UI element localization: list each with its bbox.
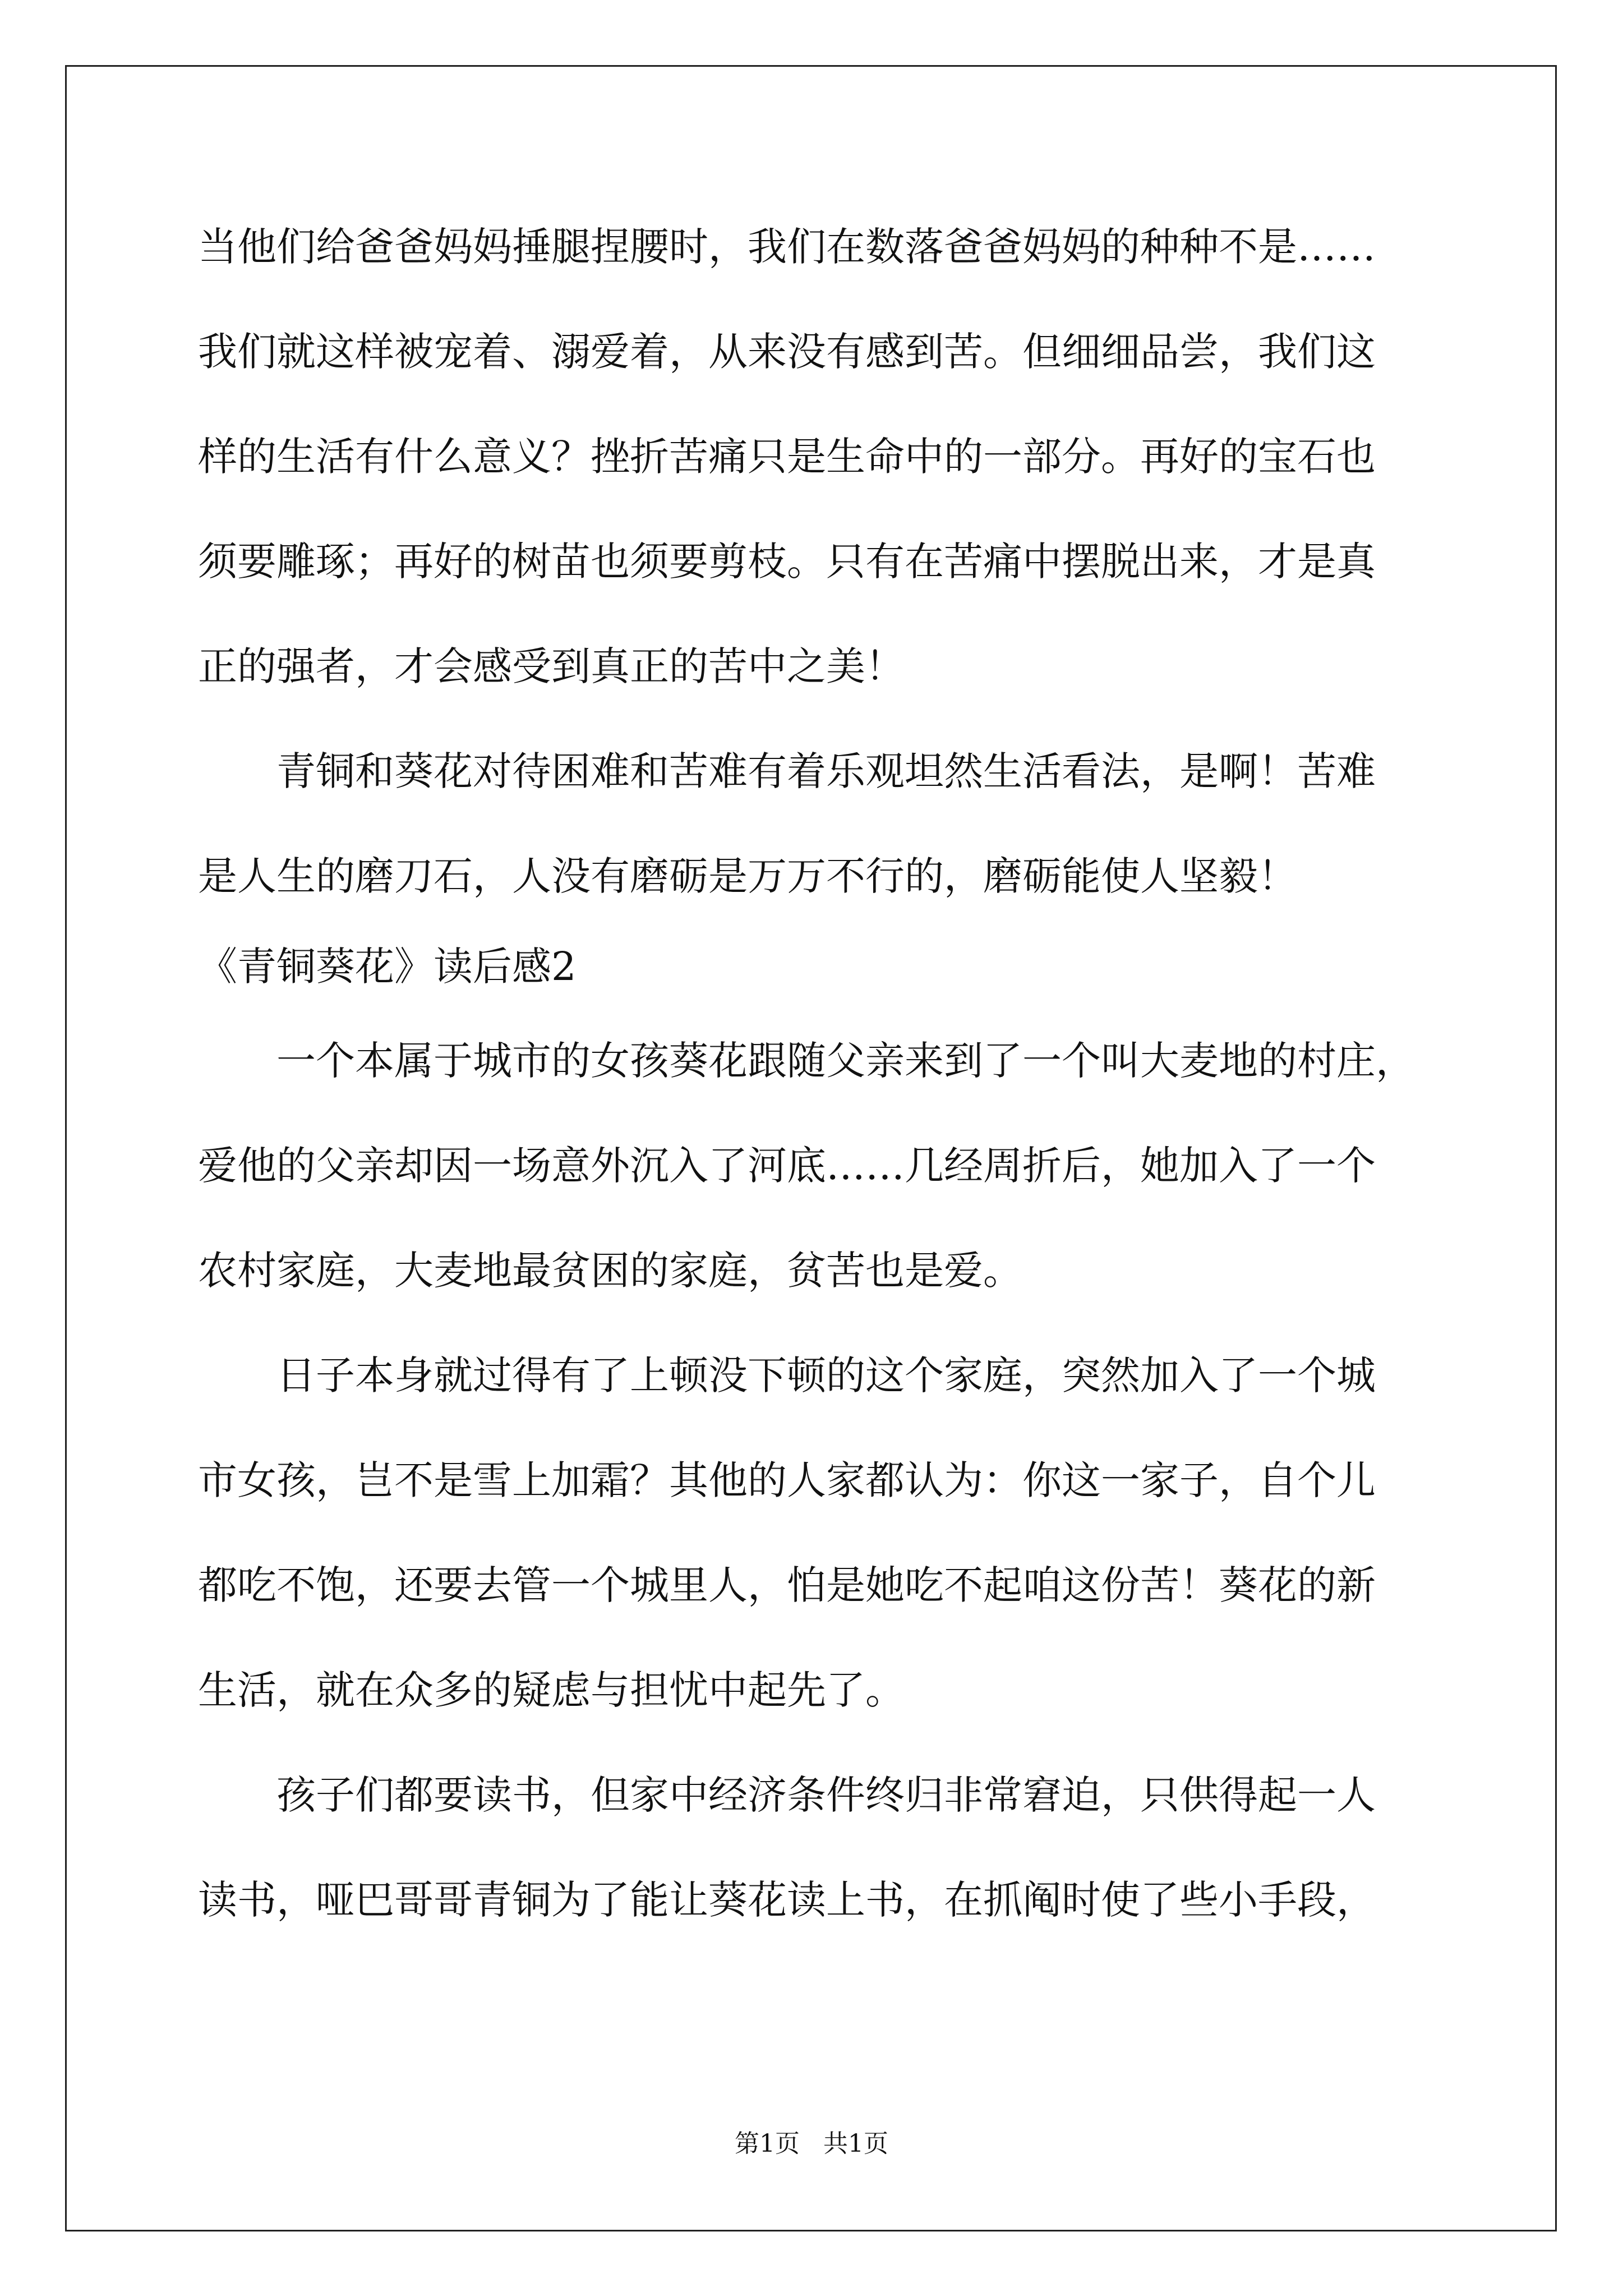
page-number: 第1页 xyxy=(735,2129,800,2158)
text-line: 青铜和葵花对待困难和苦难有着乐观坦然生活看法，是啊！苦难 xyxy=(198,748,1376,794)
text-line: 都吃不饱，还要去管一个城里人，怕是她吃不起咱这份苦！葵花的新 xyxy=(198,1562,1376,1608)
text-line: 孩子们都要读书，但家中经济条件终归非常窘迫，只供得起一人 xyxy=(198,1772,1376,1818)
section-heading: 《青铜葵花》读后感2 xyxy=(198,944,577,990)
text-line: 我们就这样被宠着、溺爱着，从来没有感到苦。但细细品尝，我们这 xyxy=(198,329,1376,375)
text-line: 样的生活有什么意义？挫折苦痛只是生命中的一部分。再好的宝石也 xyxy=(198,434,1376,480)
text-line: 当他们给爸爸妈妈捶腿捏腰时，我们在数落爸爸妈妈的种种不是…… xyxy=(198,224,1376,270)
text-line: 日子本身就过得有了上顿没下顿的这个家庭，突然加入了一个城 xyxy=(198,1352,1376,1398)
text-line: 市女孩，岂不是雪上加霜？其他的人家都认为：你这一家子，自个儿 xyxy=(198,1457,1376,1503)
text-line: 正的强者，才会感受到真正的苦中之美！ xyxy=(198,643,905,689)
page-footer xyxy=(0,2127,1623,2161)
text-line: 须要雕琢；再好的树苗也须要剪枝。只有在苦痛中摆脱出来，才是真 xyxy=(198,539,1376,585)
text-line: 一个本属于城市的女孩葵花跟随父亲来到了一个叫大麦地的村庄， xyxy=(198,1038,1415,1084)
text-line: 是人生的磨刀石，人没有磨砺是万万不行的，磨砺能使人坚毅！ xyxy=(198,853,1297,899)
page-total: 共1页 xyxy=(823,2129,888,2158)
text-line: 读书，哑巴哥哥青铜为了能让葵花读上书，在抓阄时使了些小手段， xyxy=(198,1877,1376,1923)
text-line: 农村家庭，大麦地最贫困的家庭，贫苦也是爱。 xyxy=(198,1248,1022,1294)
text-line: 爱他的父亲却因一场意外沉入了河底……几经周折后，她加入了一个 xyxy=(198,1143,1376,1189)
text-line: 生活，就在众多的疑虑与担忧中起先了。 xyxy=(198,1667,905,1713)
